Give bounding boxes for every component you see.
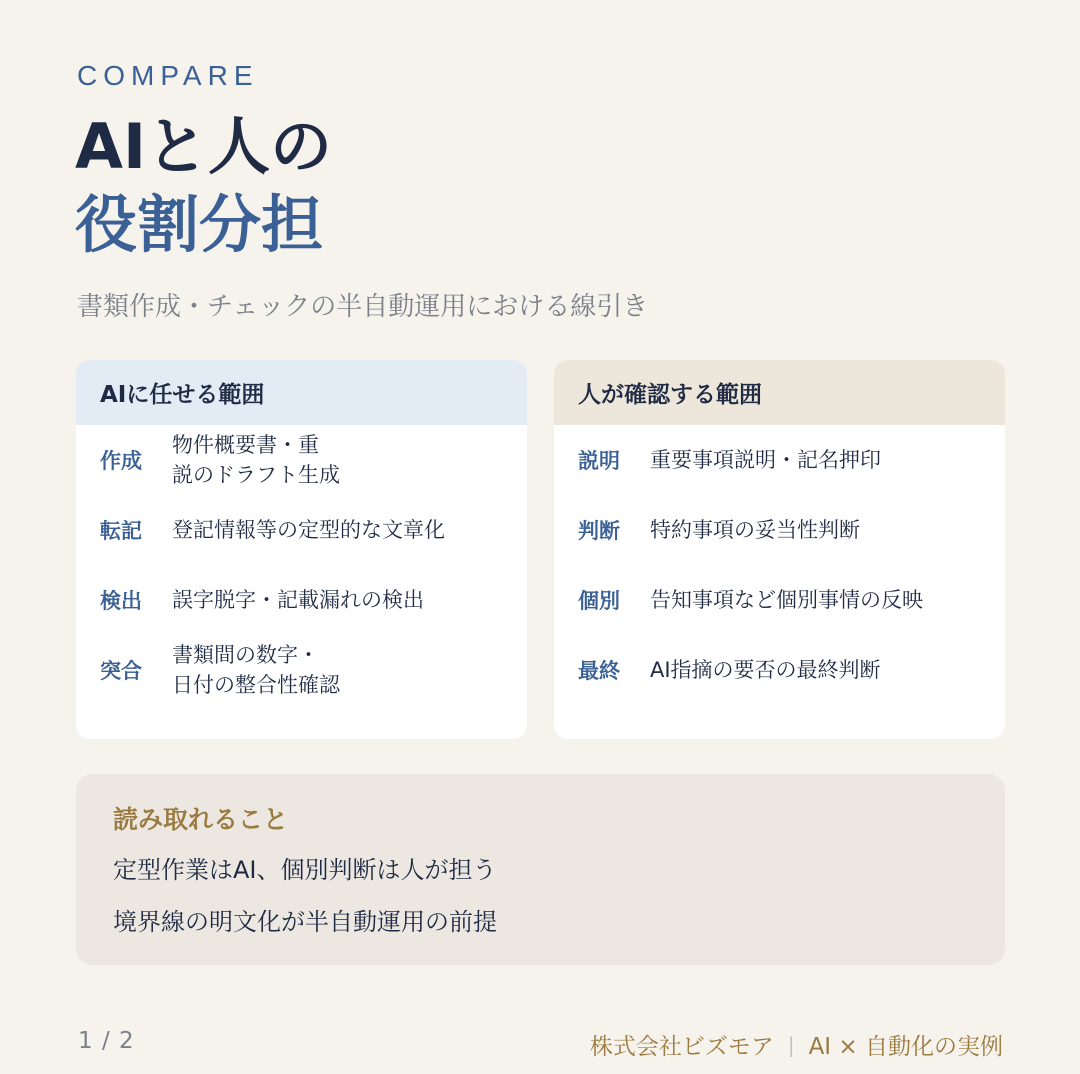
row-tag: 転記 [100,519,142,543]
ai-scope-row [100,635,507,705]
takeaway-box [76,774,1005,965]
ai-scope-heading: AIに任せる範囲 [76,360,527,425]
page-title-line1: AIと人の [75,110,333,183]
series-name: AI × 自動化の実例 [808,1034,1003,1060]
human-scope-row [578,495,985,565]
ai-scope-row [100,565,507,635]
row-tag: 個別 [578,589,620,613]
row-text: 重要事項説明・記名押印 [650,448,881,472]
ai-scope-card [76,360,527,739]
row-tag: 検出 [100,589,142,613]
takeaway-line: 境界線の明文化が半自動運用の前提 [113,908,497,936]
ai-scope-row [100,425,507,495]
footer-credit [590,1028,1003,1061]
row-tag: 判断 [578,519,620,543]
row-text: 物件概要書・重 説のドラフト生成 [172,433,340,487]
company-name: 株式会社ビズモア [589,1034,774,1060]
takeaway-heading: 読み取れること [113,805,289,834]
row-text: AI指摘の要否の最終判断 [650,658,881,682]
human-scope-row [578,565,985,635]
row-text: 登記情報等の定型的な文章化 [172,518,445,542]
row-text: 誤字脱字・記載漏れの検出 [172,588,424,612]
row-text: 特約事項の妥当性判断 [650,518,860,542]
page-indicator: 1 / 2 [78,1028,135,1054]
human-scope-card [554,360,1005,739]
row-tag: 突合 [100,659,142,683]
human-scope-row [578,425,985,495]
human-scope-heading: 人が確認する範囲 [554,360,1005,425]
row-tag: 最終 [578,659,620,683]
page-title-line2: 役割分担 [75,188,324,261]
row-tag: 作成 [100,449,142,473]
row-tag: 説明 [578,449,620,473]
page-subtitle: 書類作成・チェックの半自動運用における線引き [77,292,649,322]
ai-scope-row [100,495,507,565]
row-text: 書類間の数字・ 日付の整合性確認 [172,643,340,697]
footer-separator: | [787,1032,795,1057]
human-scope-row [578,635,985,705]
eyebrow-label: COMPARE [77,60,259,91]
takeaway-line: 定型作業はAI、個別判断は人が担う [113,856,497,884]
row-text: 告知事項など個別事情の反映 [650,588,923,612]
